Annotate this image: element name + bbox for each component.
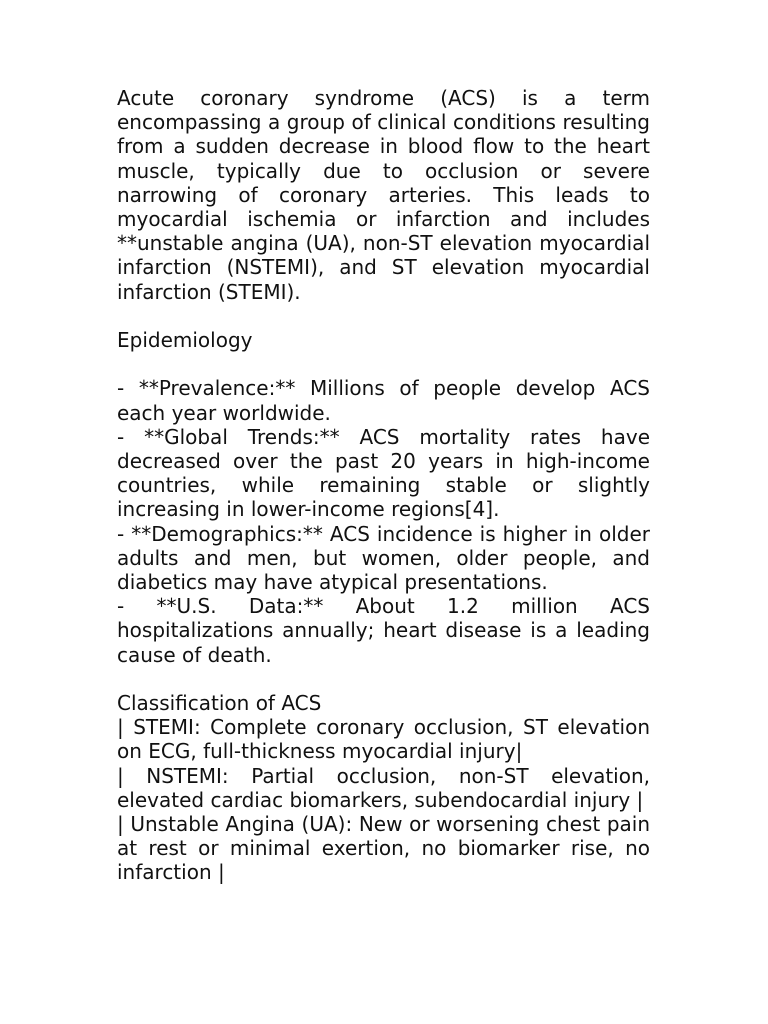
document-page	[117, 86, 650, 885]
epidemiology-item-global-trends: - **Global Trends:** ACS mortality rates have decreased over the past 20 years in high-income countries, while remaining stable or slightly increasing in lower-income regions[4].	[117, 424, 650, 522]
blank-line	[117, 667, 650, 691]
epidemiology-list	[117, 376, 650, 666]
classification-item-unstable-angina: | Unstable Angina (UA): New or worsening chest pain at rest or minimal exertion, no biomarker rise, no infarction |	[117, 812, 650, 885]
blank-line	[117, 352, 650, 376]
classification-item-nstemi: | NSTEMI: Partial occlusion, non-ST elevation, elevated cardiac biomarkers, subendocardial injury |	[117, 763, 650, 812]
classification-heading: Classification of ACS	[117, 691, 322, 716]
classification-item-stemi: | STEMI: Complete coronary occlusion, ST elevation on ECG, full-thickness myocardial injury|	[117, 715, 650, 764]
intro-paragraph: Acute coronary syndrome (ACS) is a term encompassing a group of clinical conditions resulting from a sudden decrease in blood flow to the heart muscle, typically due to occlusion or severe narrowing of coronary arteries. This leads to myocardial ischemia or infarction and includes **unstable angina (UA), non-ST elevation myocardial infarction (NSTEMI), and ST elevation myocardial infarction (STEMI).	[117, 86, 650, 304]
classification-list	[117, 715, 650, 884]
epidemiology-item-prevalence: - **Prevalence:** Millions of people develop ACS each year worldwide.	[117, 376, 650, 425]
epidemiology-item-us-data: - **U.S. Data:** About 1.2 million ACS hospitalizations annually; heart disease is a leading cause of death.	[117, 594, 650, 667]
blank-line	[117, 304, 650, 328]
epidemiology-heading: Epidemiology	[117, 328, 253, 353]
epidemiology-item-demographics: - **Demographics:** ACS incidence is higher in older adults and men, but women, older people, and diabetics may have atypical presentations.	[117, 521, 650, 595]
